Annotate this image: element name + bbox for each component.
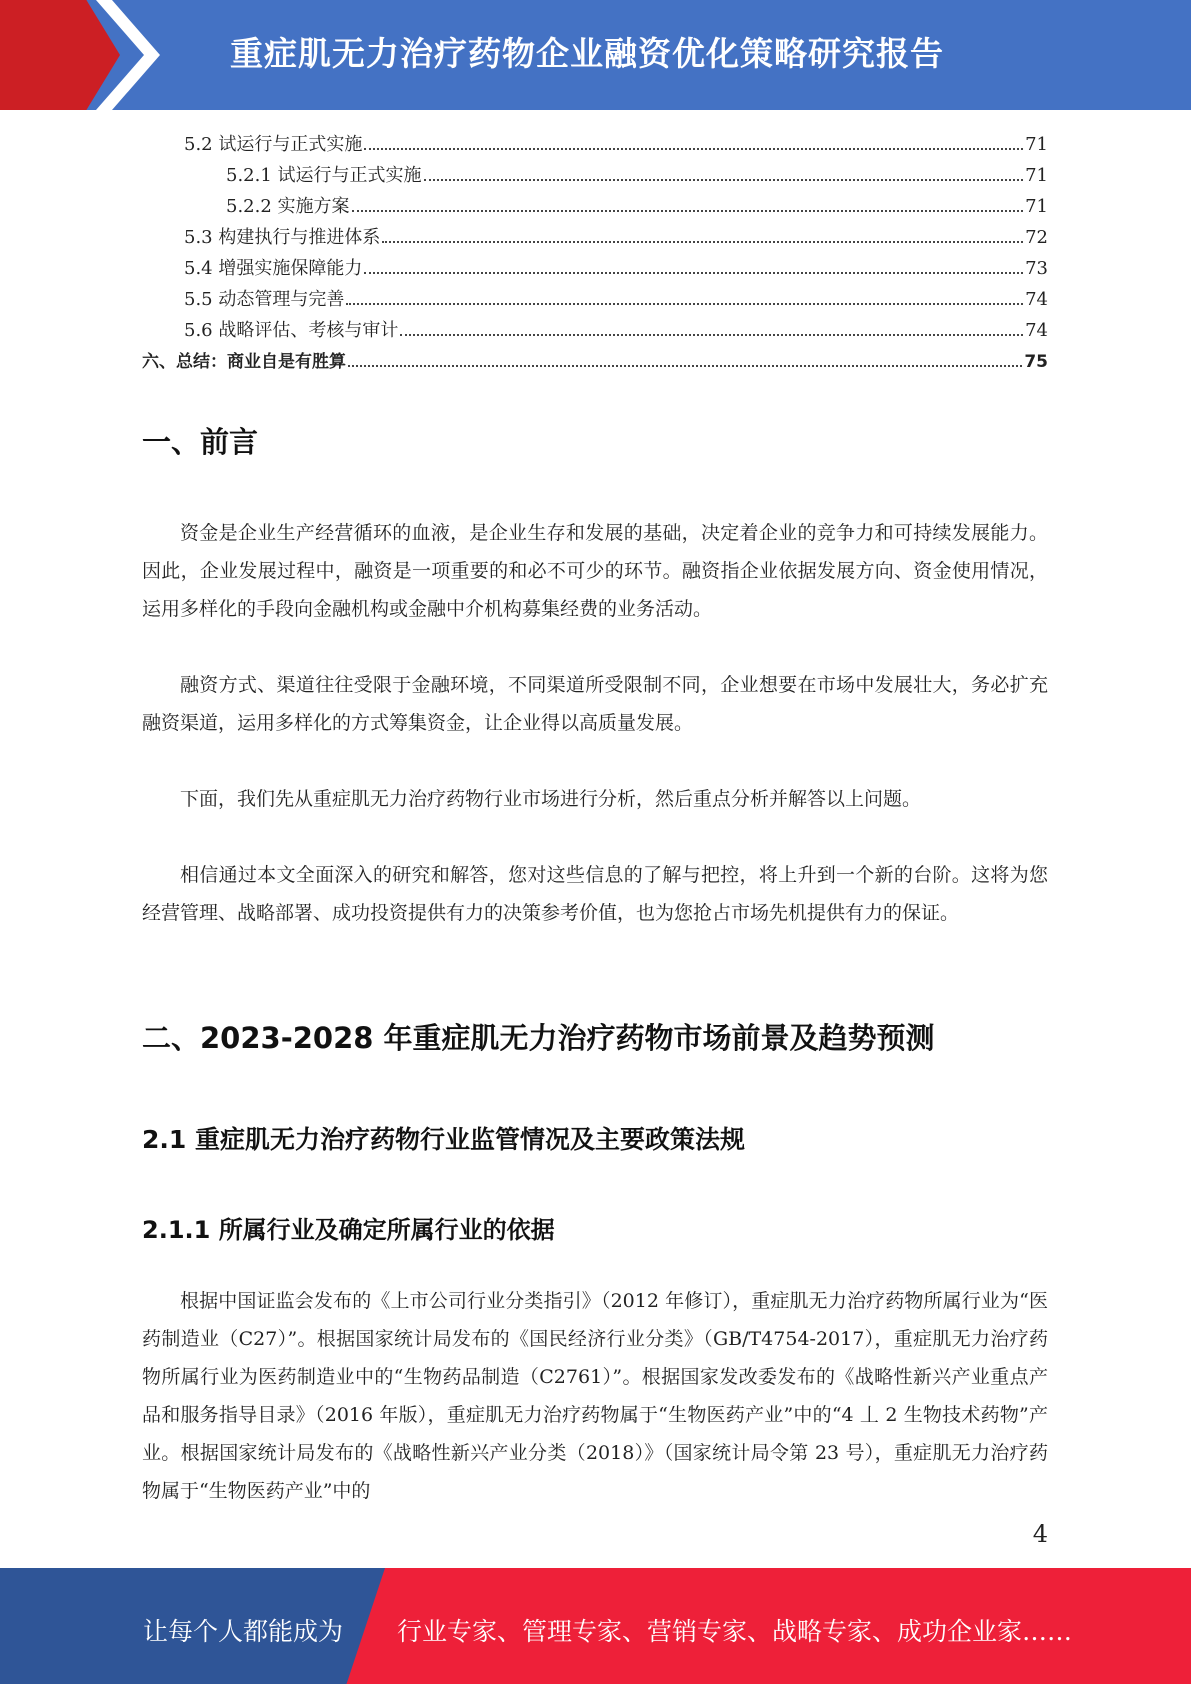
toc-entry-label: 5.4 增强实施保障能力 xyxy=(184,258,363,279)
footer-slogan-left: 让每个人都能成为 xyxy=(143,1617,344,1646)
toc-entry-chapter[interactable] xyxy=(142,347,1048,378)
toc-entry[interactable] xyxy=(142,316,1048,347)
toc-entry-page: 75 xyxy=(1024,352,1048,372)
footer-slogan-right: 行业专家、管理专家、营销专家、战略专家、成功企业家…… xyxy=(397,1617,1073,1646)
toc-entry-page: 71 xyxy=(1025,165,1048,186)
toc-leader-dots xyxy=(382,241,1023,243)
body-paragraph: 融资方式、渠道往往受限于金融环境，不同渠道所受限制不同，企业想要在市场中发展壮大，务必扩充融资渠道，运用多样化的方式筹集资金，让企业得以高质量发展。 xyxy=(142,674,1048,734)
toc-leader-dots xyxy=(364,272,1023,274)
body-paragraph: 根据中国证监会发布的《上市公司行业分类指引》（2012 年修订），重症肌无力治疗药物所属行业为“医药制造业（C27）”。根据国家统计局发布的《国民经济行业分类》（GB/T4754-2017），重症肌无力治疗药物所属行业为医药制造业中的“生物药品制造（C2761）”。根据国家发改委发布的《战略性新兴产业重点产品和服务指导目录》（2016 年版），重症肌无力治疗药物属于“生物医药产业”中的“4 丄 2 生物技术药物”产业。根据国家统计局发布的《战略性新兴产业分类（2018）》（国家统计局令第 23 号），重症肌无力治疗药物属于“生物医药产业”中的 xyxy=(142,1290,1048,1502)
page-header xyxy=(0,0,1191,110)
toc-entry[interactable] xyxy=(142,254,1048,285)
toc-leader-dots xyxy=(424,179,1024,181)
body-paragraph: 相信通过本文全面深入的研究和解答，您对这些信息的了解与把控，将上升到一个新的台阶。这将为您经营管理、战略部署、成功投资提供有力的决策参考价值，也为您抢占市场先机提供有力的保证。 xyxy=(142,864,1048,924)
toc-entry-label: 5.2 试运行与正式实施 xyxy=(184,134,363,155)
section-heading-preface: 一、前言 xyxy=(142,425,259,459)
section-heading-forecast: 二、2023-2028 年重症肌无力治疗药物市场前景及趋势预测 xyxy=(142,1021,935,1055)
toc-entry-page: 74 xyxy=(1025,320,1048,341)
page-footer xyxy=(0,1568,1191,1684)
subsubsection-heading: 2.1.1 所属行业及确定所属行业的依据 xyxy=(142,1216,555,1244)
toc-leader-dots xyxy=(352,210,1024,212)
toc-entry[interactable] xyxy=(142,192,1048,223)
subsection-heading: 2.1 重症肌无力治疗药物行业监管情况及主要政策法规 xyxy=(142,1125,745,1154)
toc-leader-dots xyxy=(400,334,1023,336)
toc-entry[interactable] xyxy=(142,161,1048,192)
toc-entry-label: 5.2.1 试运行与正式实施 xyxy=(226,165,422,186)
toc-entry-label: 六、总结：商业自是有胜算 xyxy=(142,352,346,372)
toc-entry-page: 71 xyxy=(1025,134,1048,155)
toc-entry-page: 71 xyxy=(1025,196,1048,217)
page-number: 4 xyxy=(1032,1520,1048,1548)
body-paragraph: 下面，我们先从重症肌无力治疗药物行业市场进行分析，然后重点分析并解答以上问题。 xyxy=(180,788,922,810)
toc-leader-dots xyxy=(364,148,1023,150)
header-red-arrow xyxy=(0,0,120,110)
toc-entry-label: 5.6 战略评估、考核与审计 xyxy=(184,320,399,341)
toc-entry[interactable] xyxy=(142,285,1048,316)
toc-entry-label: 5.3 构建执行与推进体系 xyxy=(184,227,381,248)
toc-entry-page: 74 xyxy=(1025,289,1048,310)
report-title: 重症肌无力治疗药物企业融资优化策略研究报告 xyxy=(230,34,944,73)
toc-entry-label: 5.5 动态管理与完善 xyxy=(184,289,345,310)
toc-entry[interactable] xyxy=(142,223,1048,254)
toc-entry-label: 5.2.2 实施方案 xyxy=(226,196,350,217)
toc-entry-page: 73 xyxy=(1025,258,1048,279)
body-paragraph: 资金是企业生产经营循环的血液，是企业生存和发展的基础，决定着企业的竞争力和可持续发展能力。因此，企业发展过程中，融资是一项重要的和必不可少的环节。融资指企业依据发展方向、资金使用情况，运用多样化的手段向金融机构或金融中介机构募集经费的业务活动。 xyxy=(142,522,1048,620)
toc-entry-page: 72 xyxy=(1025,227,1048,248)
table-of-contents xyxy=(142,130,1048,378)
toc-entry[interactable] xyxy=(142,130,1048,161)
toc-leader-dots xyxy=(346,303,1023,305)
toc-leader-dots xyxy=(348,365,1022,367)
